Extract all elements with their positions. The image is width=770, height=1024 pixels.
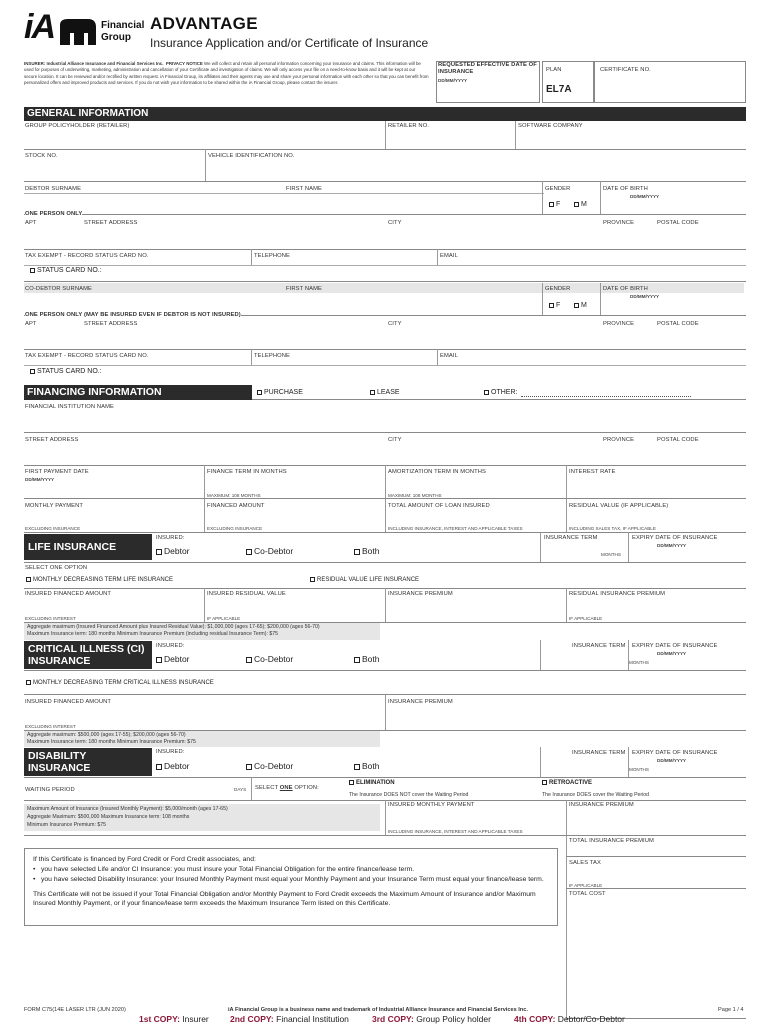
first-payment-format: DD/MM/YYYY: [25, 477, 55, 482]
disability-title-1: DISABILITY: [28, 750, 87, 762]
notice-bullet-2: • you have selected Disability Insurance: your Insured Monthly Payment must equal your Monthly Payment and your Insurance Term must equal your finance/lease term.: [33, 875, 544, 883]
province-label: PROVINCE: [603, 220, 635, 226]
max-amort-note: MAXIMUM: 108 MONTHS: [388, 493, 442, 498]
group-policyholder-label: GROUP POLICYHOLDER (RETAILER): [25, 123, 130, 129]
ci-insured-label: INSURED:: [156, 643, 185, 649]
life-monthly-option[interactable]: MONTHLY DECREASING TERM LIFE INSURANCE: [26, 577, 173, 583]
tax-exempt-label: TAX EXEMPT - RECORD STATUS CARD NO.: [25, 253, 149, 259]
notice-bullet-1: • you have selected Life and/or CI Insurance: you must insure your Total Financial Obligation for the entire finance/lease term.: [33, 865, 415, 873]
ci-expiry-format: DD/MM/YYYY: [657, 651, 687, 656]
first-payment-label: FIRST PAYMENT DATE: [25, 469, 89, 475]
codebtor-dob-format: DD/MM/YYYY: [630, 294, 660, 299]
plan-label: PLAN: [546, 67, 562, 73]
insured-monthly-label: INSURED MONTHLY PAYMENT: [388, 802, 475, 808]
codebtor-dob-label: DATE OF BIRTH: [603, 286, 648, 292]
disability-note-1: Maximum Amount of Insurance (Insured Monthly Payment): $5,000/month (ages 17-65): [27, 806, 228, 812]
codebtor-gender-m[interactable]: M: [574, 302, 587, 309]
life-expiry-label: EXPIRY DATE OF INSURANCE: [632, 535, 718, 541]
trademark-notice: iA Financial Group is a business name and trademark of Industrial Alliance Insurance and Financial Services Inc.: [228, 1007, 528, 1013]
street-label: STREET ADDRESS: [84, 220, 138, 226]
monthly-payment-label: MONTHLY PAYMENT: [25, 503, 84, 509]
life-codebtor-checkbox[interactable]: Co-Debtor: [246, 546, 293, 556]
residual-value-label: RESIDUAL VALUE (IF APPLICABLE): [569, 503, 669, 509]
privacy-label: PRIVACY NOTICE: [165, 61, 203, 66]
life-if-applicable-2: IF APPLICABLE: [569, 616, 603, 621]
retroactive-checkbox[interactable]: RETROACTIVE: [542, 780, 592, 786]
life-term-label: INSURANCE TERM: [544, 535, 598, 541]
waiting-days: DAYS: [234, 787, 247, 792]
page-number: Page 1 / 4: [718, 1007, 744, 1013]
debtor-gender-f[interactable]: F: [549, 201, 560, 208]
ford-notice-text: [33, 855, 553, 909]
ci-note-2: Maximum Insurance term: 180 months Minimum Insurance Premium: $75: [27, 739, 196, 745]
apt-label: APT: [25, 220, 37, 226]
total-loan-label: TOTAL AMOUNT OF LOAN INSURED: [388, 503, 490, 509]
fin-postal-label: POSTAL CODE: [657, 437, 699, 443]
total-cost-label: TOTAL COST: [569, 891, 606, 897]
insurer-label: INSURER:: [24, 61, 46, 66]
codebtor-status-card-checkbox[interactable]: STATUS CARD NO.:: [30, 368, 102, 375]
effective-date-format: DD/MM/YYYY: [438, 78, 468, 83]
life-premium-label: INSURANCE PREMIUM: [388, 591, 453, 597]
disability-codebtor-checkbox[interactable]: Co-Debtor: [246, 761, 293, 771]
life-residual-label: INSURED RESIDUAL VALUE: [207, 591, 286, 597]
interest-label: INTEREST RATE: [569, 469, 616, 475]
life-res-premium-label: RESIDUAL INSURANCE PREMIUM: [569, 591, 666, 597]
form-number: FORM C75(14E LASER LTR (JUN 2020): [24, 1007, 126, 1013]
ci-codebtor-checkbox[interactable]: Co-Debtor: [246, 654, 293, 664]
vin-label: VEHICLE IDENTIFICATION NO.: [208, 153, 295, 159]
incl-insurance: INCLUDING INSURANCE, INTEREST AND APPLICABLE TAXES: [388, 526, 523, 531]
one-person-only-label: ONE PERSON ONLY: [25, 211, 83, 217]
disability-title-2: INSURANCE: [28, 762, 91, 774]
retailer-no-label: RETAILER NO.: [388, 123, 430, 129]
elimination-note: The Insurance DOES NOT cover the Waiting Period: [349, 792, 469, 798]
gender-label: GENDER: [545, 186, 571, 192]
insurer-name: Industrial Alliance Insurance and Financial Services Inc.: [46, 61, 164, 66]
ci-both-checkbox[interactable]: Both: [354, 654, 380, 664]
ci-note-1: Aggregate maximum: $500,000 (ages 17-55); $200,000 (ages 56-70): [27, 732, 186, 738]
codebtor-postal-label: POSTAL CODE: [657, 321, 699, 327]
page-subtitle: Insurance Application and/or Certificate of Insurance: [150, 36, 429, 50]
disability-premium-label: INSURANCE PREMIUM: [569, 802, 634, 808]
sales-tax-if-applicable: IF APPLICABLE: [569, 883, 603, 888]
life-title: LIFE INSURANCE: [28, 541, 117, 553]
life-residual-option[interactable]: RESIDUAL VALUE LIFE INSURANCE: [310, 577, 419, 583]
life-months: MONTHS: [601, 552, 621, 557]
codebtor-telephone-label: TELEPHONE: [254, 353, 291, 359]
financing-title: FINANCING INFORMATION: [27, 386, 162, 398]
retroactive-note: The Insurance DOES cover the Waiting Period: [542, 792, 650, 798]
codebtor-gender-label: GENDER: [545, 286, 571, 292]
copy-1: 1st COPY: Insurer: [139, 1014, 209, 1024]
codebtor-province-label: PROVINCE: [603, 321, 635, 327]
codebtor-one-person-label: ONE PERSON ONLY (MAY BE INSURED EVEN IF DEBTOR IS NOT INSURED): [25, 312, 241, 318]
life-note-2: Maximum Insurance term: 180 months Minimum Insurance Premium (including residual Insurance Term): $75: [27, 631, 279, 637]
ci-financed-label: INSURED FINANCED AMOUNT: [25, 699, 112, 705]
purchase-checkbox[interactable]: PURCHASE: [257, 389, 303, 396]
email-label: EMAIL: [440, 253, 458, 259]
codebtor-street-label: STREET ADDRESS: [84, 321, 138, 327]
disability-expiry-label: EXPIRY DATE OF INSURANCE: [632, 750, 718, 756]
notice-intro: If this Certificate is financed by Ford Credit or Ford Credit associates, and:: [33, 856, 256, 863]
life-debtor-checkbox[interactable]: Debtor: [156, 546, 190, 556]
life-excl-interest: EXCLUDING INTEREST: [25, 616, 76, 621]
excl-insurance-2: EXCLUDING INSURANCE: [207, 526, 263, 531]
codebtor-city-label: CITY: [388, 321, 402, 327]
other-checkbox[interactable]: OTHER:: [484, 389, 517, 396]
disability-note-3: Minimum Insurance Premium: $75: [27, 822, 106, 828]
software-company-label: SOFTWARE COMPANY: [518, 123, 583, 129]
effective-date-label: REQUESTED EFFECTIVE DATE OF INSURANCE: [438, 62, 537, 75]
life-insured-label: INSURED:: [156, 535, 185, 541]
max-term-note: MAXIMUM: 108 MONTHS: [207, 493, 261, 498]
dob-format: DD/MM/YYYY: [630, 194, 660, 199]
disability-months: MONTHS: [629, 767, 649, 772]
privacy-notice: [24, 61, 429, 87]
other-input[interactable]: [521, 396, 691, 397]
ci-term-label: INSURANCE TERM: [572, 643, 626, 649]
sales-tax-label: SALES TAX: [569, 860, 601, 866]
logo-financial: Financial: [101, 20, 145, 31]
status-card-checkbox[interactable]: STATUS CARD NO.:: [30, 267, 102, 274]
debtor-gender-m[interactable]: M: [574, 201, 587, 208]
ci-title-2: INSURANCE: [28, 655, 91, 667]
fin-province-label: PROVINCE: [603, 437, 635, 443]
elimination-checkbox[interactable]: ELIMINATION: [349, 780, 395, 786]
life-both-checkbox[interactable]: Both: [354, 546, 380, 556]
codebtor-gender-f[interactable]: F: [549, 302, 560, 309]
ci-debtor-checkbox[interactable]: Debtor: [156, 654, 190, 664]
plan-value: EL7A: [546, 84, 572, 95]
debtor-surname-label: DEBTOR SURNAME: [25, 186, 82, 192]
general-info-title: GENERAL INFORMATION: [27, 108, 149, 119]
finance-term-label: FINANCE TERM IN MONTHS: [207, 469, 287, 475]
ci-title-1: CRITICAL ILLNESS (CI): [28, 643, 145, 655]
life-expiry-format: DD/MM/YYYY: [657, 543, 687, 548]
notice-paragraph: This Certificate will not be issued if your Total Financial Obligation and/or Monthly Payment to Ford Credit exceeds the Maximum Amount of Insurance and/or Maximum Insured Monthly Payment, or if your finance/lease term exceeds the Maximum Insurance Term listed on this Certificate.: [33, 890, 536, 908]
disability-note-2: Aggregate Maximum: $500,000 Maximum Insurance term: 108 months: [27, 814, 190, 820]
disability-debtor-checkbox[interactable]: Debtor: [156, 761, 190, 771]
life-select-label: SELECT ONE OPTION: [25, 565, 88, 571]
dob-label: DATE OF BIRTH: [603, 186, 648, 192]
ci-months: MONTHS: [629, 660, 649, 665]
waiting-period-label: WAITING PERIOD: [25, 787, 75, 793]
logo: [24, 8, 145, 48]
copy-4: 4th COPY: Debtor/Co-Debtor: [514, 1014, 625, 1024]
first-name-label: FIRST NAME: [286, 186, 322, 192]
fin-street-label: STREET ADDRESS: [25, 437, 79, 443]
life-note-1: Aggregate maximum (Insured Financed Amount plus Insured Residual Value): $1,000,000 (ages 17-65); $200,000 (ages 56-70): [27, 624, 320, 630]
disability-insured-label: INSURED:: [156, 749, 185, 755]
disability-term-label: INSURANCE TERM: [572, 750, 626, 756]
excl-insurance-1: EXCLUDING INSURANCE: [25, 526, 81, 531]
incl-tax: INCLUDING SALES TAX, IF APPLICABLE: [569, 526, 656, 531]
city-label: CITY: [388, 220, 402, 226]
codebtor-email-label: EMAIL: [440, 353, 458, 359]
logo-group: Group: [101, 32, 131, 43]
logo-figure-icon: [58, 17, 98, 47]
lease-checkbox[interactable]: LEASE: [370, 389, 400, 396]
privacy-text: We will collect and retain all personal information concerning your insurance and claims. This information will be used for purposes of underwriting, marketing, administration and cancellation of your Certificate and investigation of claims. We will only access your file on a need-to-know basis and it will be kept at our secure location. It can be reviewed and/or rectified by written request. iA Financial Group, its affiliates and their agents may use and share your personal information with each other so that you can benefit from personalized offers and improved products and services. If you do not wish your information to be shared within the iA Financial Group, please contact the insurer.: [24, 61, 429, 86]
postal-label: POSTAL CODE: [657, 220, 699, 226]
disability-expiry-format: DD/MM/YYYY: [657, 758, 687, 763]
codebtor-apt-label: APT: [25, 321, 37, 327]
stock-no-label: STOCK NO.: [25, 153, 58, 159]
codebtor-first-name-label: FIRST NAME: [286, 286, 322, 292]
ci-premium-label: INSURANCE PREMIUM: [388, 699, 453, 705]
telephone-label: TELEPHONE: [254, 253, 291, 259]
disability-incl: INCLUDING INSURANCE, INTEREST AND APPLICABLE TAXES: [388, 829, 523, 834]
amort-label: AMORTIZATION TERM IN MONTHS: [388, 469, 487, 475]
total-premium-label: TOTAL INSURANCE PREMIUM: [569, 838, 654, 844]
codebtor-surname-label: CO-DEBTOR SURNAME: [25, 286, 92, 292]
certificate-label: CERTIFICATE NO.: [600, 67, 651, 73]
institution-label: FINANCIAL INSTITUTION NAME: [25, 404, 115, 410]
page-title: ADVANTAGE: [150, 14, 258, 33]
logo-mark: iA: [24, 8, 54, 46]
copy-3: 3rd COPY: Group Policy holder: [372, 1014, 491, 1024]
financed-amount-label: FINANCED AMOUNT: [207, 503, 265, 509]
codebtor-tax-exempt-label: TAX EXEMPT - RECORD STATUS CARD NO.: [25, 353, 149, 359]
life-financed-label: INSURED FINANCED AMOUNT: [25, 591, 112, 597]
copy-2: 2nd COPY: Financial Institution: [230, 1014, 349, 1024]
life-if-applicable: IF APPLICABLE: [207, 616, 241, 621]
disability-select-label: SELECT ONE OPTION:: [255, 785, 319, 791]
disability-both-checkbox[interactable]: Both: [354, 761, 380, 771]
ci-expiry-label: EXPIRY DATE OF INSURANCE: [632, 643, 718, 649]
ci-excl-interest: EXCLUDING INTEREST: [25, 724, 76, 729]
fin-city-label: CITY: [388, 437, 402, 443]
ci-monthly-option[interactable]: MONTHLY DECREASING TERM CRITICAL ILLNESS INSURANCE: [26, 680, 214, 686]
